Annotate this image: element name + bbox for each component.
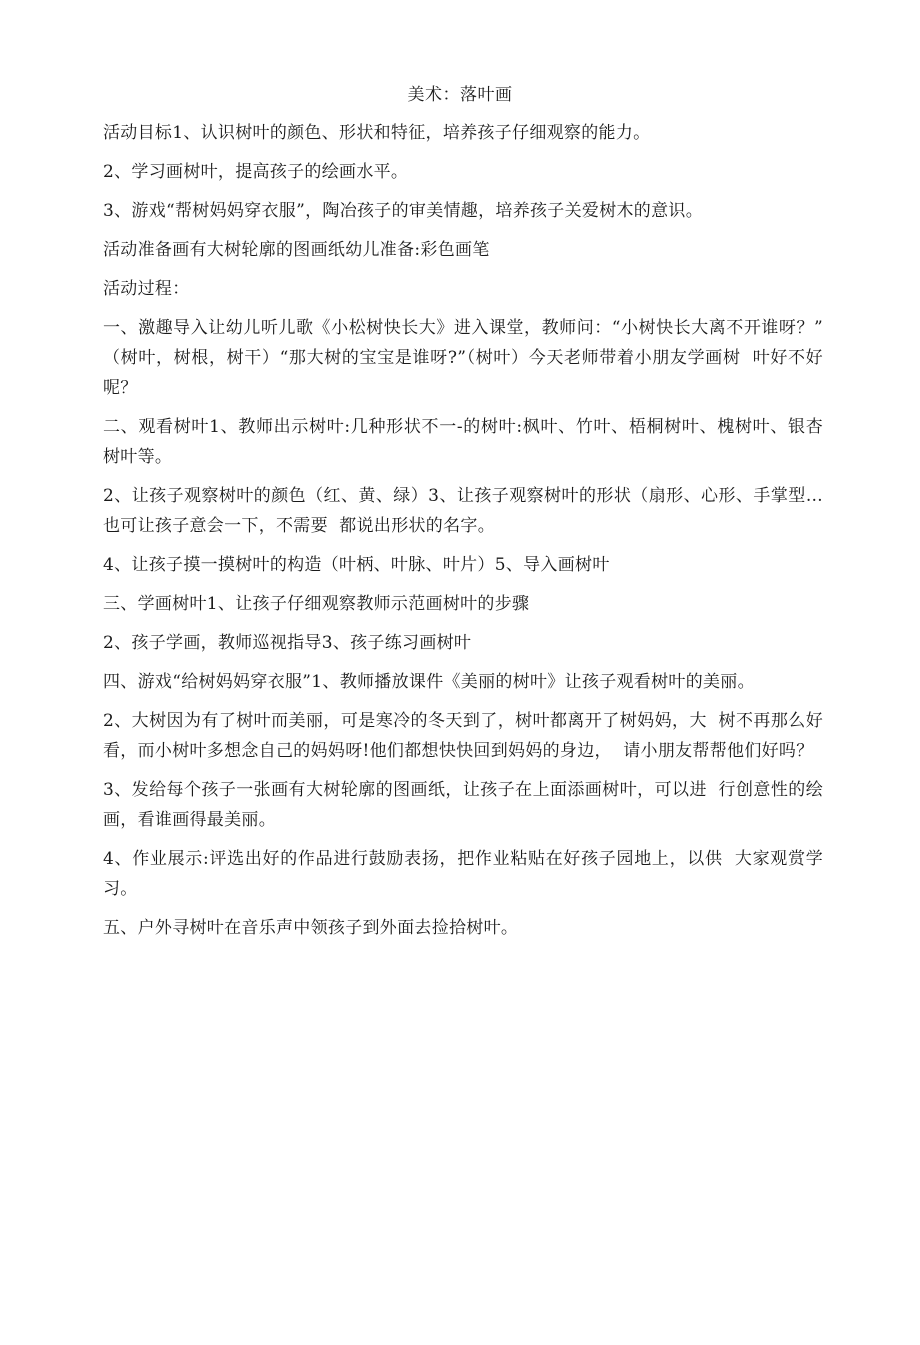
paragraph-section-2-step-2: 2、让孩子观察树叶的颜色（红、黄、绿）3、让孩子观察树叶的形状（扇形、心形、手掌型…也可让孩子意会一下，不需要 都说出形状的名字。	[103, 486, 823, 536]
document-body	[103, 118, 835, 952]
paragraph-goal-1: 活动目标1、认识树叶的颜色、形状和特征，培养孩子仔细观察的能力。	[103, 123, 651, 143]
paragraph-section-4-step-4: 4、作业展示:评选出好的作品进行鼓励表扬，把作业粘贴在好孩子园地上，以供 大家观赏学习。	[103, 849, 823, 899]
document-title: 美术：落叶画	[407, 85, 513, 105]
paragraph-section-3: 三、学画树叶1、让孩子仔细观察教师示范画树叶的步骤	[103, 594, 530, 614]
paragraph-goal-3: 3、游戏“帮树妈妈穿衣服”，陶冶孩子的审美情趣，培养孩子关爱树木的意识。	[103, 201, 703, 221]
paragraph-preparation: 活动准备画有大树轮廓的图画纸幼儿准备:彩色画笔	[103, 240, 490, 260]
paragraph-section-5: 五、户外寻树叶在音乐声中领孩子到外面去捡拾树叶。	[103, 918, 519, 938]
paragraph-section-2: 二、观看树叶1、教师出示树叶:几种形状不一-的树叶:枫叶、竹叶、梧桐树叶、槐树叶、银杏 树叶等。	[103, 417, 835, 467]
paragraph-section-4: 四、游戏“给树妈妈穿衣服”1、教师播放课件《美丽的树叶》让孩子观看树叶的美丽。	[103, 672, 755, 692]
paragraph-section-3-step-2: 2、孩子学画，教师巡视指导3、孩子练习画树叶	[103, 633, 472, 653]
paragraph-section-2-step-4: 4、让孩子摸一摸树叶的构造（叶柄、叶脉、叶片）5、导入画树叶	[103, 555, 610, 575]
paragraph-process-heading: 活动过程：	[103, 279, 190, 299]
paragraph-goal-2: 2、学习画树叶，提高孩子的绘画水平。	[103, 162, 409, 182]
paragraph-section-4-step-3: 3、发给每个孩子一张画有大树轮廓的图画纸，让孩子在上面添画树叶，可以进 行创意性的绘画，看谁画得最美丽。	[103, 780, 823, 830]
paragraph-section-1: 一、激趣导入让幼儿听儿歌《小松树快长大》进入课堂，教师问：“小树快长大离不开谁呀？” （树叶，树根，树干）“那大树的宝宝是谁呀?”（树叶）今天老师带着小朋友学画树 叶好不好呢？	[103, 318, 835, 398]
paragraph-section-4-step-2: 2、大树因为有了树叶而美丽，可是寒冷的冬天到了，树叶都离开了树妈妈，大 树不再那么好看，而小树叶多想念自己的妈妈呀!他们都想快快回到妈妈的身边， 请小朋友帮帮他们好吗？	[103, 711, 823, 761]
